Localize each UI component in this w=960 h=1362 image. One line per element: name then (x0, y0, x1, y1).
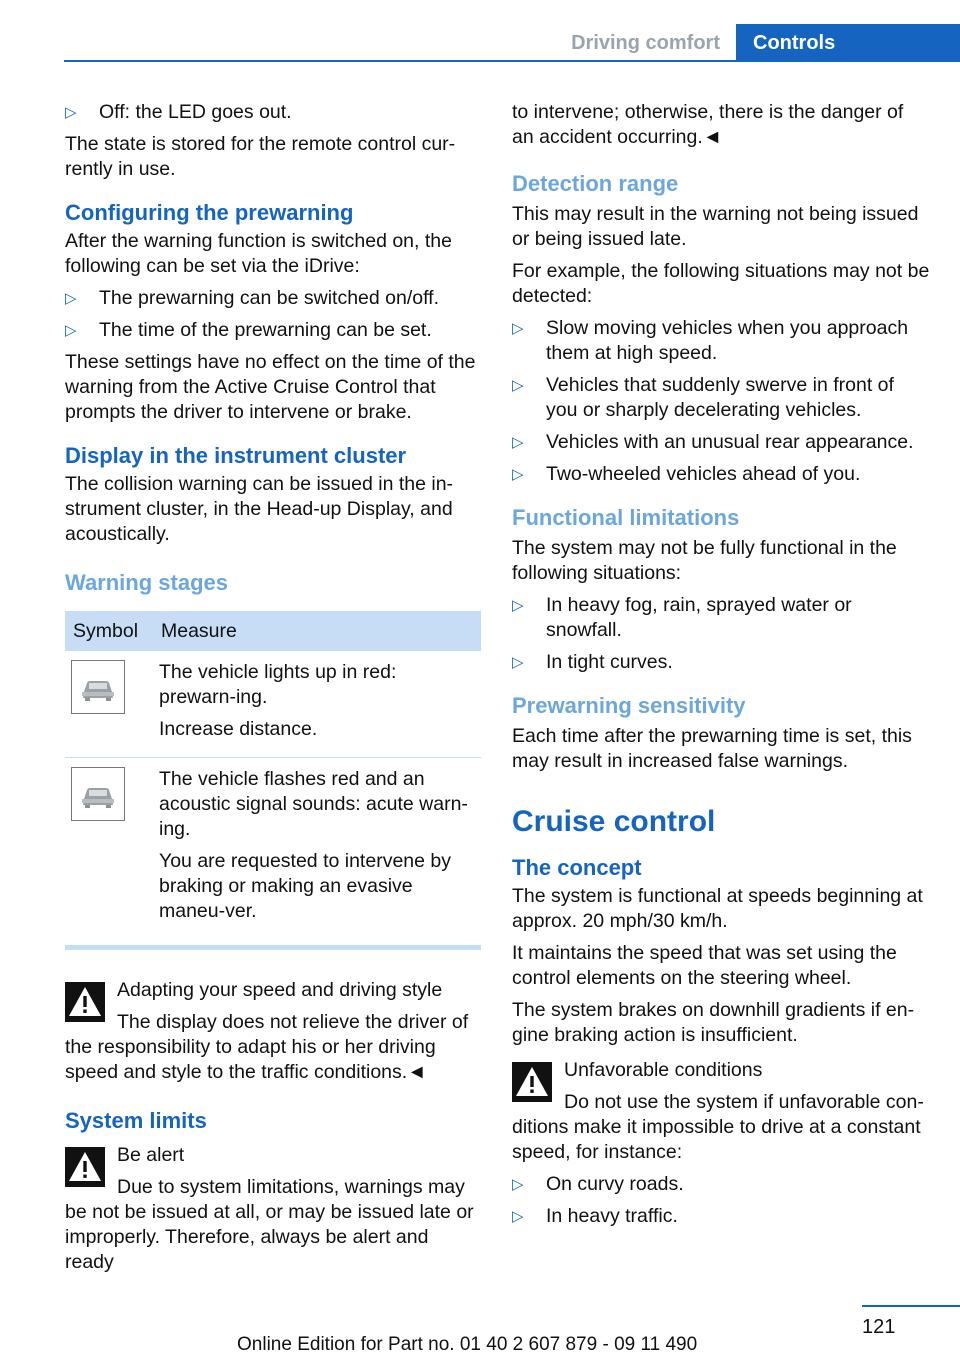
warning-title: Be alert (117, 1144, 185, 1166)
footer-rule (862, 1305, 960, 1307)
right-column (512, 100, 930, 1236)
bullet-triangle-icon: ▷ (512, 1176, 524, 1193)
measure-text: You are requested to intervene by braking or making an evasive maneu-ver. (159, 850, 451, 922)
paragraph: The system brakes on downhill gradients if en-gine braking action is insufficient. (512, 999, 915, 1046)
header-section: Driving comfort (571, 32, 720, 54)
heading-display: Display in the instrument cluster (65, 443, 407, 468)
col-measure: Measure (153, 611, 481, 651)
paragraph: The system may not be fully functional in the following situations: (512, 537, 897, 584)
paragraph: For example, the following situations may not be detected: (512, 260, 930, 307)
configuring-list (65, 286, 481, 343)
heading-prewarning-sensitivity: Prewarning sensitivity (512, 693, 746, 718)
warning-text: Due to system limitations, warnings may be not be issued at all, or may be issued late or improperly. Therefore, always be alert and ready (65, 1176, 474, 1273)
list-item: ▷ In heavy fog, rain, sprayed water or snowfall. (512, 594, 852, 641)
header-tab: Controls (736, 24, 960, 62)
list-item: ▷ Two-wheeled vehicles ahead of you. (512, 463, 861, 485)
paragraph: After the warning function is switched on, the following can be set via the iDrive: (65, 230, 452, 277)
warning-triangle-icon (65, 1147, 105, 1187)
warning-triangle-icon (512, 1062, 552, 1102)
col-symbol: Symbol (65, 611, 153, 651)
warning-title: Adapting your speed and driving style (117, 979, 443, 1001)
list-item: ▷ Slow moving vehicles when you approach them at high speed. (512, 317, 909, 364)
warning-text: Do not use the system if unfavorable con-ditions make it impossible to drive at a constant speed, for instance: (512, 1091, 924, 1163)
heading-detection-range: Detection range (512, 171, 679, 196)
car-flashing-icon (71, 767, 125, 821)
bullet-triangle-icon: ▷ (512, 1208, 524, 1225)
list-item: ▷ In tight curves. (512, 651, 673, 673)
bullet-triangle-icon: ▷ (512, 320, 524, 337)
bullet-triangle-icon: ▷ (65, 104, 77, 121)
measure-text: Increase distance. (159, 718, 318, 740)
bullet-triangle-icon: ▷ (512, 597, 524, 614)
limitations-list (512, 593, 930, 675)
bullet-triangle-icon: ▷ (512, 466, 524, 483)
bullet-triangle-icon: ▷ (512, 377, 524, 394)
warning-stages-table (65, 611, 481, 950)
paragraph: The collision warning can be issued in the in-strument cluster, in the Head-up Display, and acoustically. (65, 473, 454, 545)
detection-list (512, 316, 930, 487)
table-row (65, 758, 481, 948)
paragraph: The state is stored for the remote control cur-rently in use. (65, 133, 456, 180)
heading-system-limits: System limits (65, 1108, 207, 1133)
warning-text: The display does not relieve the driver of the responsibility to adapt his or her driving speed and style to the traffic conditions.◄ (65, 1011, 469, 1083)
left-column (65, 100, 481, 1282)
bullet-triangle-icon: ▷ (65, 322, 77, 339)
warning-title: Unfavorable conditions (564, 1059, 763, 1081)
off-list (65, 100, 481, 125)
bullet-triangle-icon: ▷ (65, 290, 77, 307)
heading-the-concept: The concept (512, 855, 642, 880)
list-item: ▷ Off: the LED goes out. (65, 101, 292, 123)
paragraph: The system is functional at speeds beginning at approx. 20 mph/30 km/h. (512, 885, 923, 932)
cruise-list (512, 1172, 930, 1229)
edition-line: Online Edition for Part no. 01 40 2 607 879 - 09 11 490 (237, 1334, 698, 1355)
page-number: 121 (862, 1316, 896, 1338)
bullet-triangle-icon: ▷ (512, 654, 524, 671)
heading-functional-limitations: Functional limitations (512, 505, 740, 530)
car-red-icon (71, 660, 125, 714)
table-row (65, 651, 481, 758)
list-item: ▷ Vehicles with an unusual rear appearance. (512, 431, 914, 453)
paragraph: This may result in the warning not being issued or being issued late. (512, 203, 919, 250)
warning-triangle-icon (65, 982, 105, 1022)
bullet-triangle-icon: ▷ (512, 434, 524, 451)
list-item: ▷ In heavy traffic. (512, 1205, 678, 1227)
heading-cruise-control: Cruise control (512, 805, 716, 838)
paragraph: to intervene; otherwise, there is the danger of an accident occurring.◄ (512, 101, 904, 148)
measure-text: The vehicle lights up in red: prewarn-ing. (159, 661, 397, 708)
paragraph: Each time after the prewarning time is set, this may result in increased false warnings. (512, 725, 912, 772)
heading-warning-stages: Warning stages (65, 570, 228, 595)
paragraph: These settings have no effect on the time of the warning from the Active Cruise Control that prompts the driver to intervene or brake. (65, 351, 476, 423)
paragraph: It maintains the speed that was set using the control elements on the steering wheel. (512, 942, 897, 989)
page-header (64, 24, 960, 62)
warning-unfavorable (512, 1058, 930, 1165)
warning-be-alert (65, 1143, 481, 1275)
list-item: ▷ The prewarning can be switched on/off. (65, 287, 440, 309)
list-item: ▷ Vehicles that suddenly swerve in front of you or sharply decelerating vehicles. (512, 374, 894, 421)
list-item: ▷ On curvy roads. (512, 1173, 684, 1195)
heading-configuring: Configuring the prewarning (65, 200, 354, 225)
list-item: ▷ The time of the prewarning can be set. (65, 319, 432, 341)
measure-text: The vehicle flashes red and an acoustic signal sounds: acute warn-ing. (159, 768, 468, 840)
warning-adapting (65, 978, 481, 1085)
header-rule (64, 60, 960, 62)
